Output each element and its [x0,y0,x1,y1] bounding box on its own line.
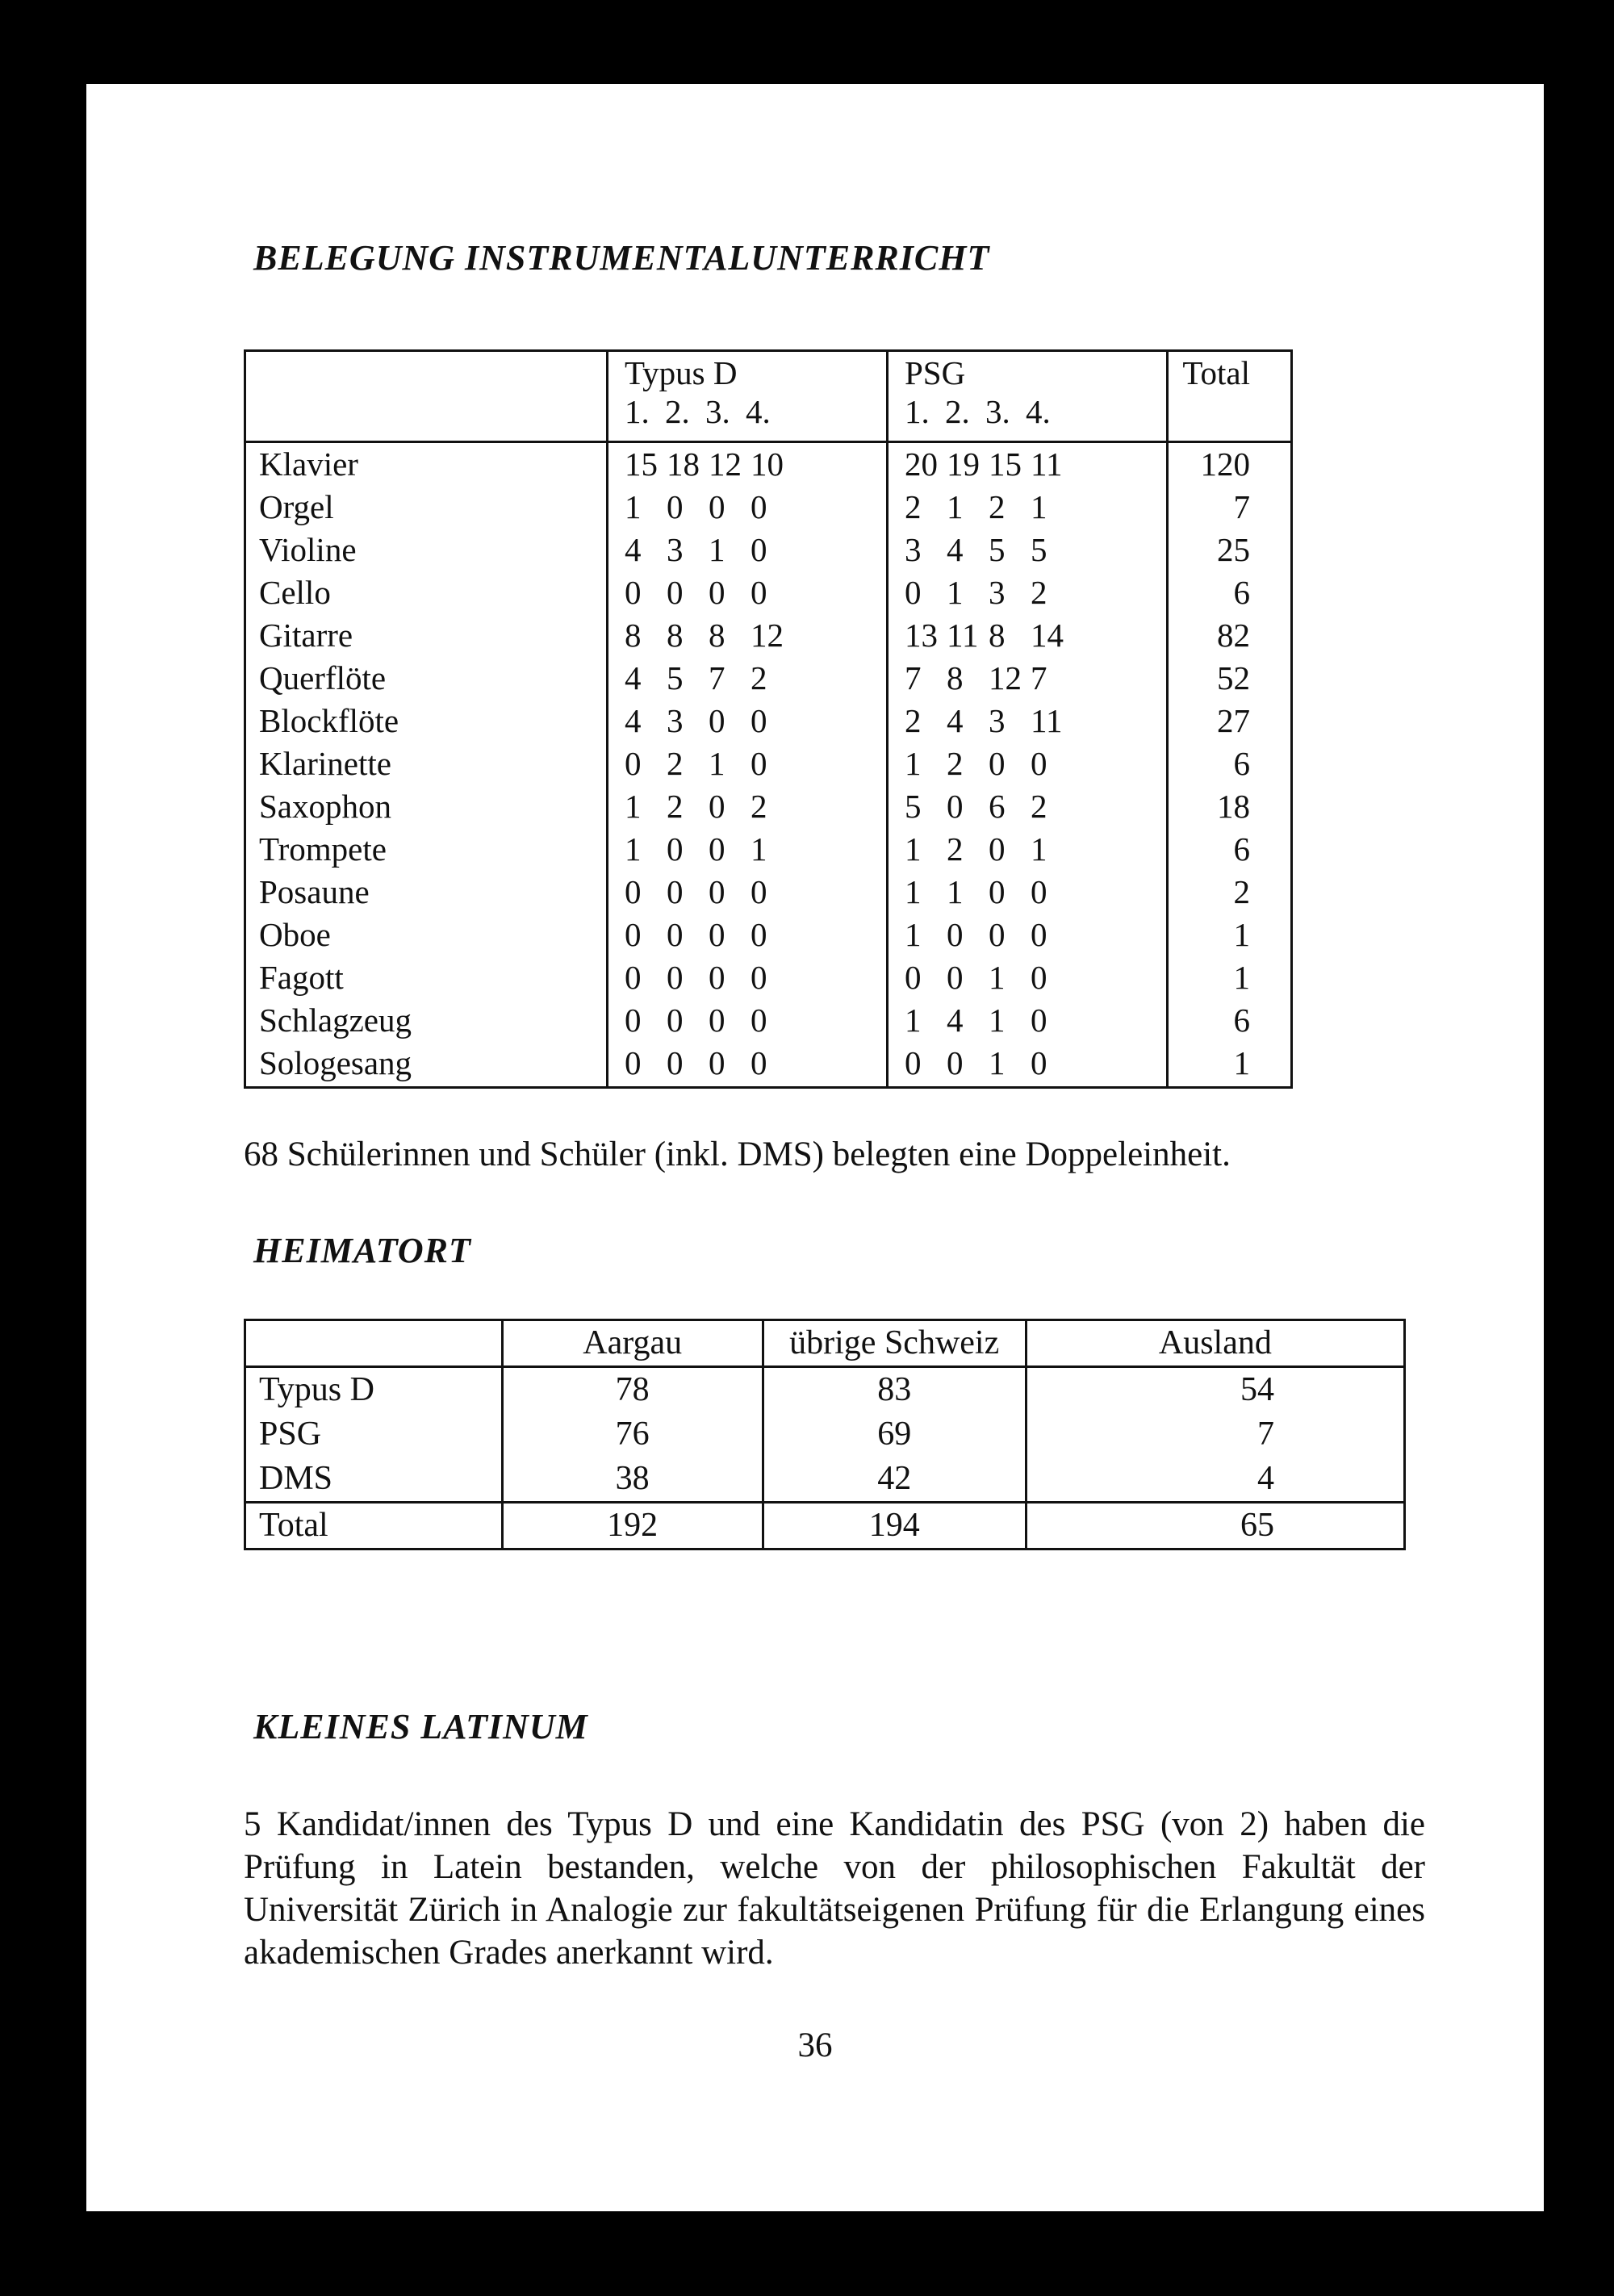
cell-value: 0 [1031,916,1047,953]
cell-value: 8 [625,617,642,654]
typus-values [608,700,888,742]
cell-value: 0 [709,830,725,868]
cell-value: 1 [709,531,725,568]
total-value: 7 [1233,488,1250,525]
psg-values [888,956,1168,999]
instrument-name: Fagott [245,956,608,999]
cell-value: 0 [709,488,725,525]
cell-value: 0 [625,959,642,996]
year-label: 3. [985,393,1010,430]
cell-value: 1 [625,488,642,525]
cell-value: 14 [1031,617,1064,654]
cell-value: 12 [989,659,1022,696]
cell-value: 12 [709,445,742,483]
heimatort-header [245,1320,1405,1367]
cell-value: 0 [667,873,684,910]
cell-value: 3 [667,531,684,568]
psg-values [888,442,1168,487]
total-value: 6 [1233,1002,1250,1039]
heimatort-heading: HEIMATORT [253,1231,471,1270]
cell-value: 0 [751,959,767,996]
year-label: 2. [665,393,690,430]
cell-value: 1 [905,1002,922,1039]
table-row [245,657,1292,700]
cell-value: 0 [905,574,922,611]
cell-value: 1 [989,1044,1006,1081]
typus-values [608,657,888,700]
cell-value: 1 [905,830,922,868]
psg-values [888,742,1168,785]
cell-value: 0 [947,916,964,953]
table-row [245,999,1292,1042]
cell-value: 0 [751,1044,767,1081]
header-total: Total [1168,351,1292,442]
cell-value: 1 [947,873,964,910]
typus-d-label: Typus D [625,354,738,391]
cell-value: 1 [947,574,964,611]
cell-value: 0 [905,1044,922,1081]
cell-value: 2 [751,659,767,696]
cell-value: 3 [989,702,1006,739]
instrument-name: Sologesang [245,1042,608,1088]
cell-value: 0 [667,830,684,868]
cell-value: 0 [625,574,642,611]
total-value: 52 [1217,659,1250,696]
table-row [245,571,1292,614]
year-label: 4. [1026,393,1051,430]
instrument-table-header [245,351,1292,442]
typus-values [608,956,888,999]
cell-value: 0 [667,916,684,953]
cell-value: 192 [502,1503,763,1549]
cell-value: 0 [751,873,767,910]
typus-values [608,614,888,657]
document-page [86,84,1544,2211]
psg-values [888,657,1168,700]
row-label: Total [245,1503,503,1549]
psg-values [888,828,1168,871]
cell-value: 0 [751,531,767,568]
year-label: 1. [625,393,650,430]
typus-values [608,486,888,529]
psg-values [888,1042,1168,1088]
total-value: 2 [1233,873,1250,910]
cell-value: 0 [625,1002,642,1039]
cell-value: 1 [905,873,922,910]
instrument-name: Schlagzeug [245,999,608,1042]
psg-values [888,529,1168,571]
total-value: 1 [1233,916,1250,953]
total-value: 6 [1233,574,1250,611]
cell-value: 0 [751,702,767,739]
cell-value: 69 [763,1412,1026,1457]
cell-value: 8 [947,659,964,696]
cell-value: 65 [1026,1503,1404,1549]
psg-values [888,999,1168,1042]
cell-value: 1 [1031,488,1047,525]
typus-values [608,785,888,828]
instrument-name: Oboe [245,914,608,956]
psg-values [888,700,1168,742]
typus-values [608,999,888,1042]
total-value: 120 [1200,445,1250,483]
cell-value: 3 [667,702,684,739]
instrument-name: Orgel [245,486,608,529]
total-value: 82 [1217,617,1250,654]
cell-value: 0 [947,788,964,825]
table-row [245,785,1292,828]
table-row [245,1412,1405,1457]
cell-value: 0 [751,1002,767,1039]
cell-value: 7 [1031,659,1047,696]
year-label: 3. [705,393,730,430]
total-value: 1 [1233,959,1250,996]
cell-value: 1 [709,745,725,782]
table-row [245,1042,1292,1088]
latinum-heading: KLEINES LATINUM [253,1707,588,1746]
table-row [245,1457,1405,1503]
instrument-name: Cello [245,571,608,614]
typus-values [608,742,888,785]
cell-value: 0 [989,745,1006,782]
cell-value: 0 [709,574,725,611]
cell-value: 0 [709,788,725,825]
cell-value: 19 [947,445,980,483]
cell-value: 2 [751,788,767,825]
cell-value: 12 [751,617,784,654]
doppeleinheit-note: 68 Schülerinnen und Schüler (inkl. DMS) belegten eine Doppeleinheit. [244,1135,1231,1173]
cell-value: 0 [751,488,767,525]
cell-value: 78 [502,1367,763,1413]
cell-value: 0 [709,702,725,739]
col-uebrige-schweiz: übrige Schweiz [763,1320,1026,1367]
latinum-paragraph: 5 Kandidat/innen des Typus D und eine Kandidatin des PSG (von 2) haben die Prüfung in Latein bestanden, welche von der philosophischen Fakultät der Universität Zürich in Analogie zur fakultätseigenen Prüfung für die Erlangung eines akademischen Grades anerkannt wird. [244,1805,1425,1972]
instrument-name: Klarinette [245,742,608,785]
cell-value: 1 [905,916,922,953]
cell-value: 0 [667,959,684,996]
cell-value: 0 [989,830,1006,868]
cell-value: 1 [1031,830,1047,868]
cell-value: 4 [1026,1457,1404,1503]
table-row [245,742,1292,785]
table-row [245,486,1292,529]
instrumental-heading: BELEGUNG INSTRUMENTALUNTERRICHT [253,238,990,278]
psg-values [888,785,1168,828]
table-row [245,914,1292,956]
cell-value: 0 [947,959,964,996]
cell-value: 0 [625,745,642,782]
total-value: 6 [1233,745,1250,782]
year-label: 4. [746,393,771,430]
cell-value: 1 [905,745,922,782]
year-label: 1. [905,393,930,430]
cell-value: 6 [989,788,1006,825]
instrument-name: Querflöte [245,657,608,700]
cell-value: 1 [989,959,1006,996]
cell-value: 38 [502,1457,763,1503]
cell-value: 0 [667,1002,684,1039]
row-label: Typus D [259,1371,374,1408]
psg-values [888,571,1168,614]
cell-value: 2 [905,488,922,525]
header-empty-cell [245,1320,503,1367]
cell-value: 0 [989,916,1006,953]
cell-value: 5 [905,788,922,825]
instrument-name: Klavier [245,442,608,487]
header-typus-d [608,351,888,442]
col-aargau: Aargau [502,1320,763,1367]
table-row [245,871,1292,914]
cell-value: 1 [625,830,642,868]
cell-value: 4 [947,1002,964,1039]
cell-value: 8 [989,617,1006,654]
cell-value: 8 [667,617,684,654]
typus-values [608,871,888,914]
cell-value: 0 [1031,873,1047,910]
cell-value: 1 [947,488,964,525]
cell-value: 2 [905,702,922,739]
cell-value: 7 [709,659,725,696]
cell-value: 10 [751,445,784,483]
typus-values [608,442,888,487]
instrument-name: Blockflöte [245,700,608,742]
cell-value: 54 [1026,1367,1404,1413]
cell-value: 3 [905,531,922,568]
cell-value: 4 [947,531,964,568]
total-value: 18 [1217,788,1250,825]
cell-value: 0 [905,959,922,996]
psg-values [888,871,1168,914]
cell-value: 7 [1026,1412,1404,1457]
instrument-name: Saxophon [245,785,608,828]
cell-value: 1 [989,1002,1006,1039]
instrument-name: Posaune [245,871,608,914]
cell-value: 83 [763,1367,1026,1413]
cell-value: 3 [989,574,1006,611]
typus-values [608,828,888,871]
total-row [245,1503,1405,1549]
cell-value: 194 [763,1503,1026,1549]
cell-value: 0 [751,574,767,611]
cell-value: 0 [709,1044,725,1081]
typus-values [608,571,888,614]
cell-value: 0 [1031,1044,1047,1081]
col-ausland: Ausland [1026,1320,1404,1367]
table-row [245,828,1292,871]
cell-value: 2 [667,745,684,782]
instrument-name: Trompete [245,828,608,871]
table-row [245,442,1292,487]
header-psg [888,351,1168,442]
cell-value: 2 [1031,574,1047,611]
table-row [245,529,1292,571]
psg-values [888,614,1168,657]
cell-value: 0 [709,1002,725,1039]
page-number: 36 [797,2026,833,2064]
cell-value: 0 [751,916,767,953]
psg-values [888,486,1168,529]
cell-value: 0 [989,873,1006,910]
cell-value: 0 [1031,959,1047,996]
instrument-name: Violine [245,529,608,571]
psg-label: PSG [905,354,966,391]
cell-value: 0 [947,1044,964,1081]
cell-value: 0 [751,745,767,782]
cell-value: 0 [667,574,684,611]
cell-value: 0 [667,1044,684,1081]
cell-value: 2 [947,830,964,868]
row-label: PSG [259,1416,322,1453]
row-label: DMS [259,1460,333,1497]
heimatort-table [244,1319,1406,1550]
table-row [245,614,1292,657]
cell-value: 4 [625,702,642,739]
cell-value: 5 [667,659,684,696]
year-label: 2. [945,393,970,430]
cell-value: 2 [947,745,964,782]
typus-values [608,914,888,956]
table-row [245,956,1292,999]
cell-value: 20 [905,445,938,483]
cell-value: 2 [1031,788,1047,825]
cell-value: 5 [1031,531,1047,568]
table-row [245,700,1292,742]
cell-value: 2 [989,488,1006,525]
cell-value: 15 [989,445,1022,483]
cell-value: 0 [709,916,725,953]
total-value: 1 [1233,1044,1250,1081]
cell-value: 15 [625,445,658,483]
cell-value: 8 [709,617,725,654]
cell-value: 0 [667,488,684,525]
cell-value: 0 [709,873,725,910]
cell-value: 0 [625,916,642,953]
cell-value: 11 [1031,445,1063,483]
cell-value: 76 [502,1412,763,1457]
cell-value: 1 [751,830,767,868]
total-value: 25 [1217,531,1250,568]
cell-value: 2 [667,788,684,825]
cell-value: 0 [625,873,642,910]
instrument-table [244,349,1293,1089]
cell-value: 0 [1031,745,1047,782]
cell-value: 0 [709,959,725,996]
cell-value: 4 [947,702,964,739]
cell-value: 11 [1031,702,1063,739]
typus-d-years [608,392,886,431]
cell-value: 0 [1031,1002,1047,1039]
cell-value: 4 [625,531,642,568]
cell-value: 5 [989,531,1006,568]
cell-value: 18 [667,445,700,483]
cell-value: 42 [763,1457,1026,1503]
cell-value: 4 [625,659,642,696]
header-empty-cell [245,351,608,442]
instrument-name: Gitarre [245,614,608,657]
cell-value: 7 [905,659,922,696]
cell-value: 0 [625,1044,642,1081]
cell-value: 11 [947,617,979,654]
psg-values [888,914,1168,956]
total-value: 27 [1217,702,1250,739]
psg-years [889,392,1166,431]
typus-values [608,1042,888,1088]
table-row [245,1367,1405,1413]
total-value: 6 [1233,830,1250,868]
cell-value: 1 [625,788,642,825]
typus-values [608,529,888,571]
cell-value: 13 [905,617,938,654]
